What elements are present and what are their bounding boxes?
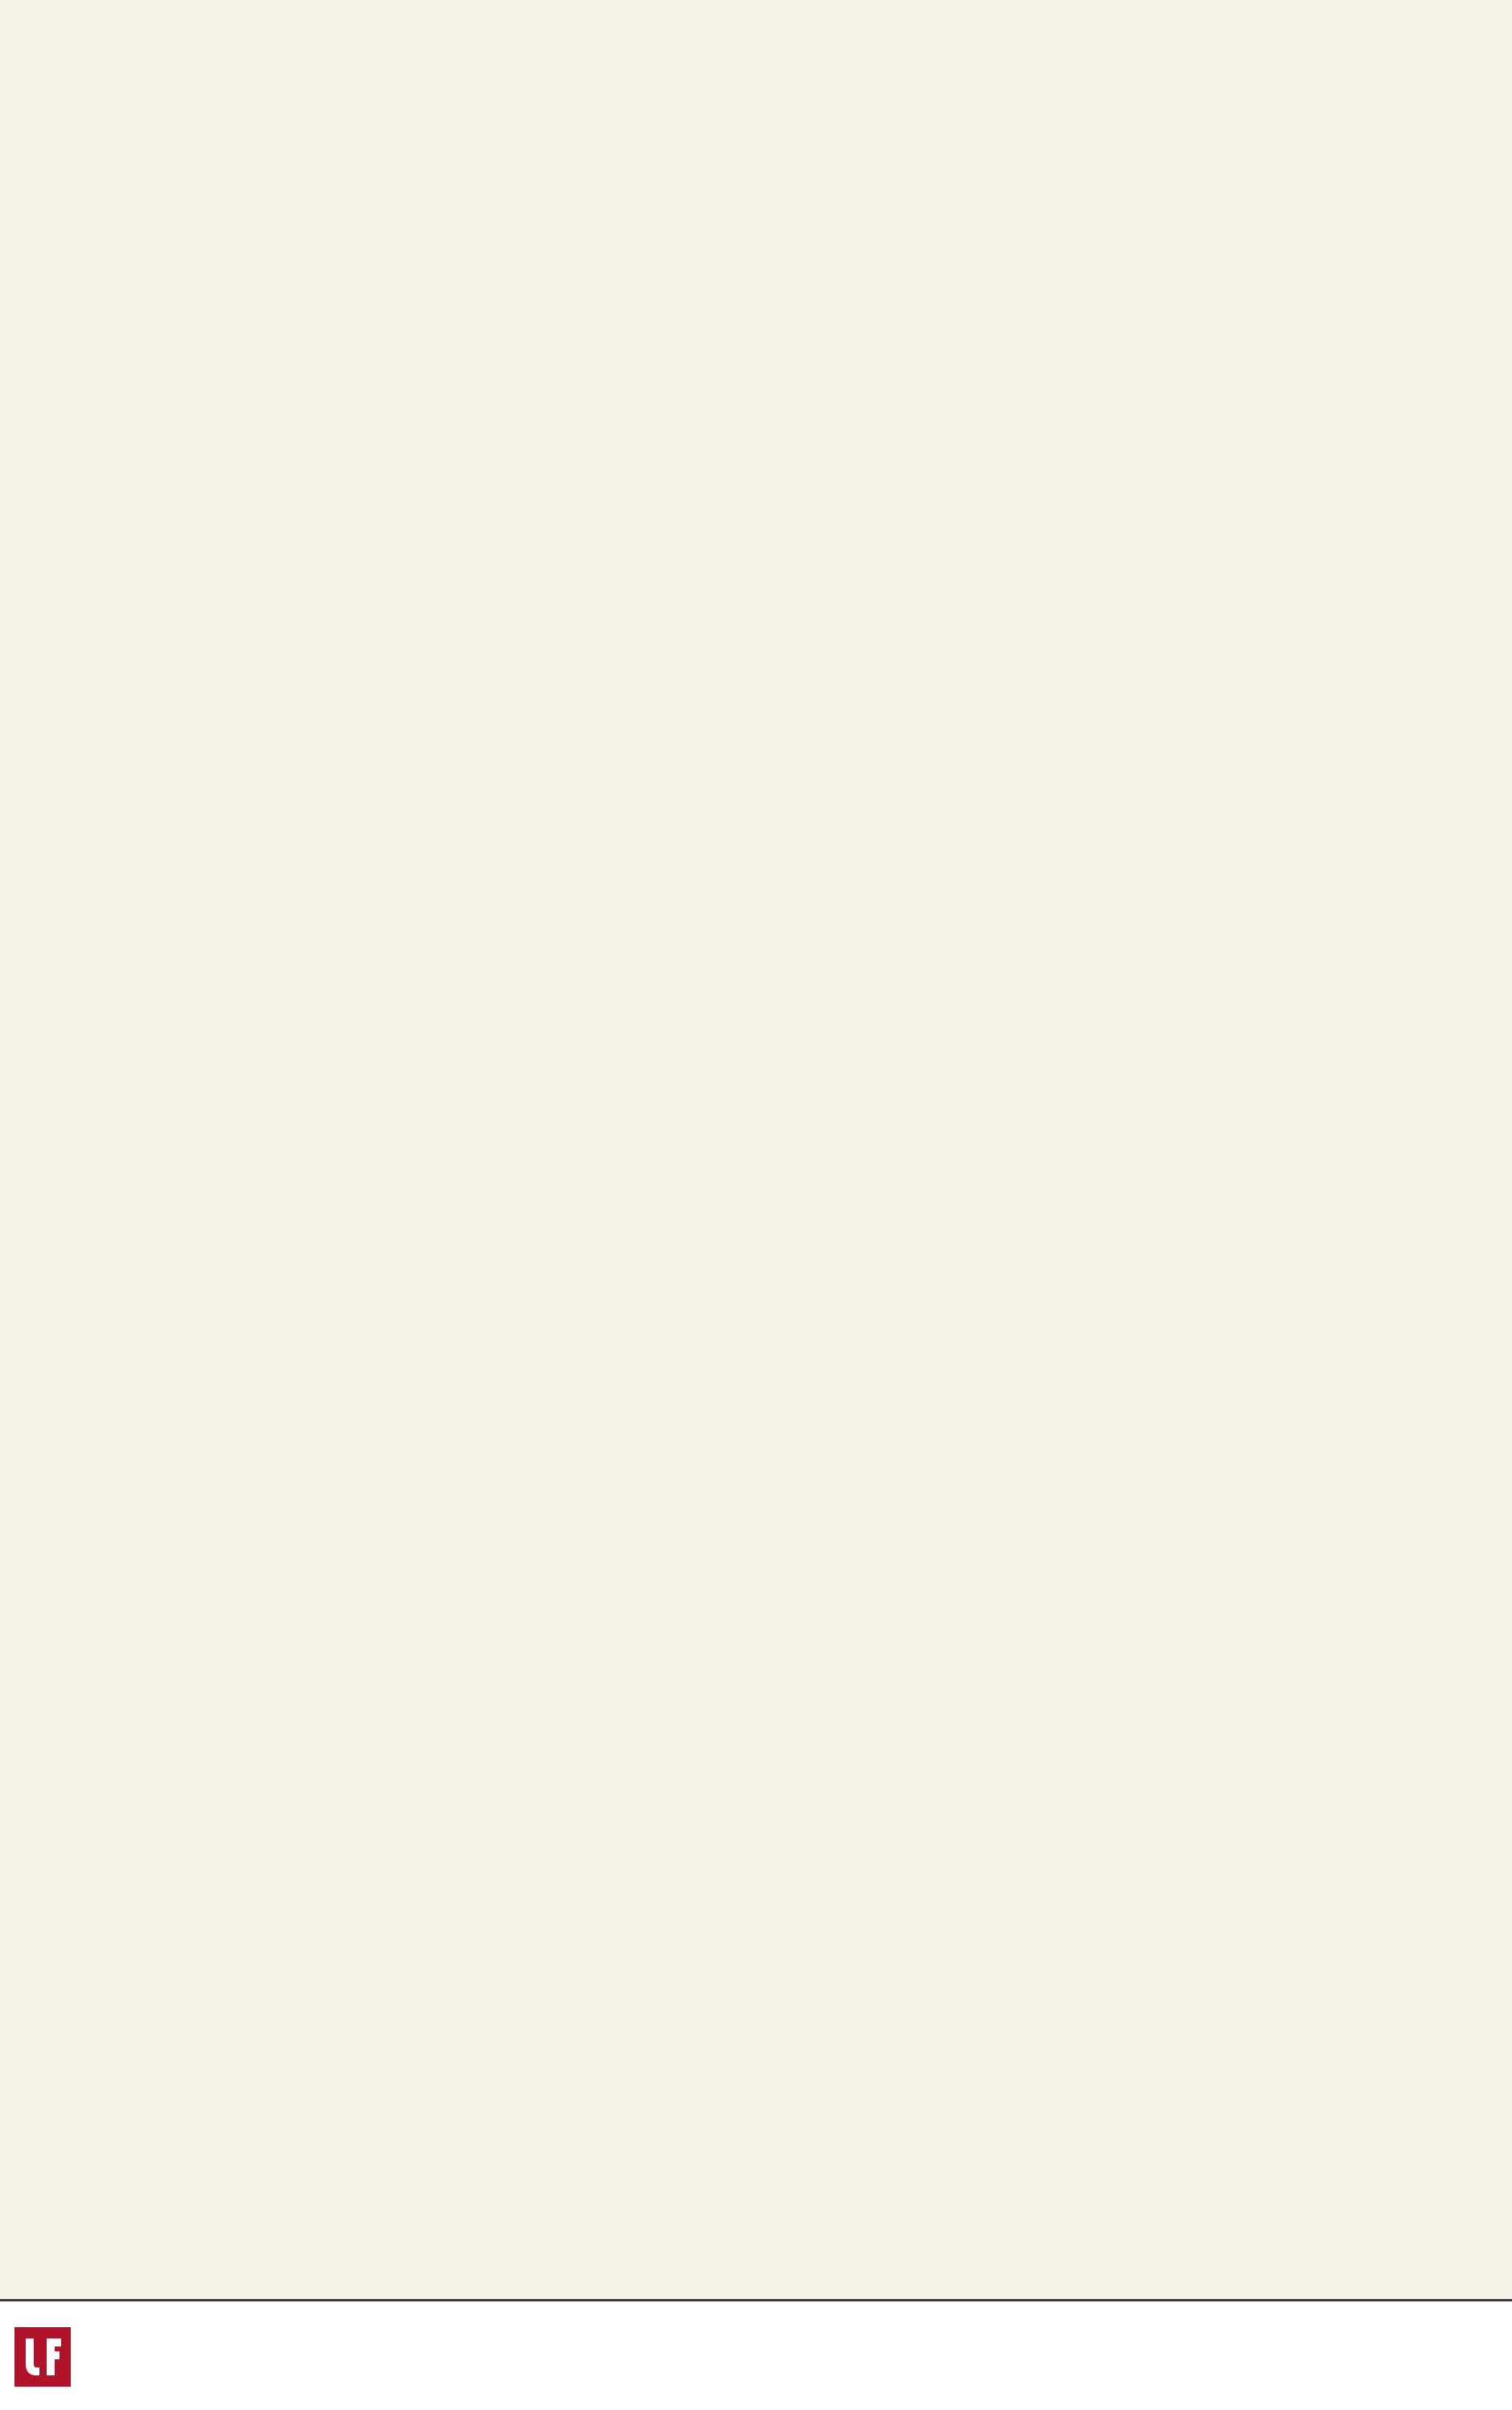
running-head [121, 80, 1218, 153]
dfg-logo [1356, 2343, 1493, 2393]
digitization-footer [0, 2301, 1512, 2410]
university-library-logo [14, 2327, 71, 2387]
